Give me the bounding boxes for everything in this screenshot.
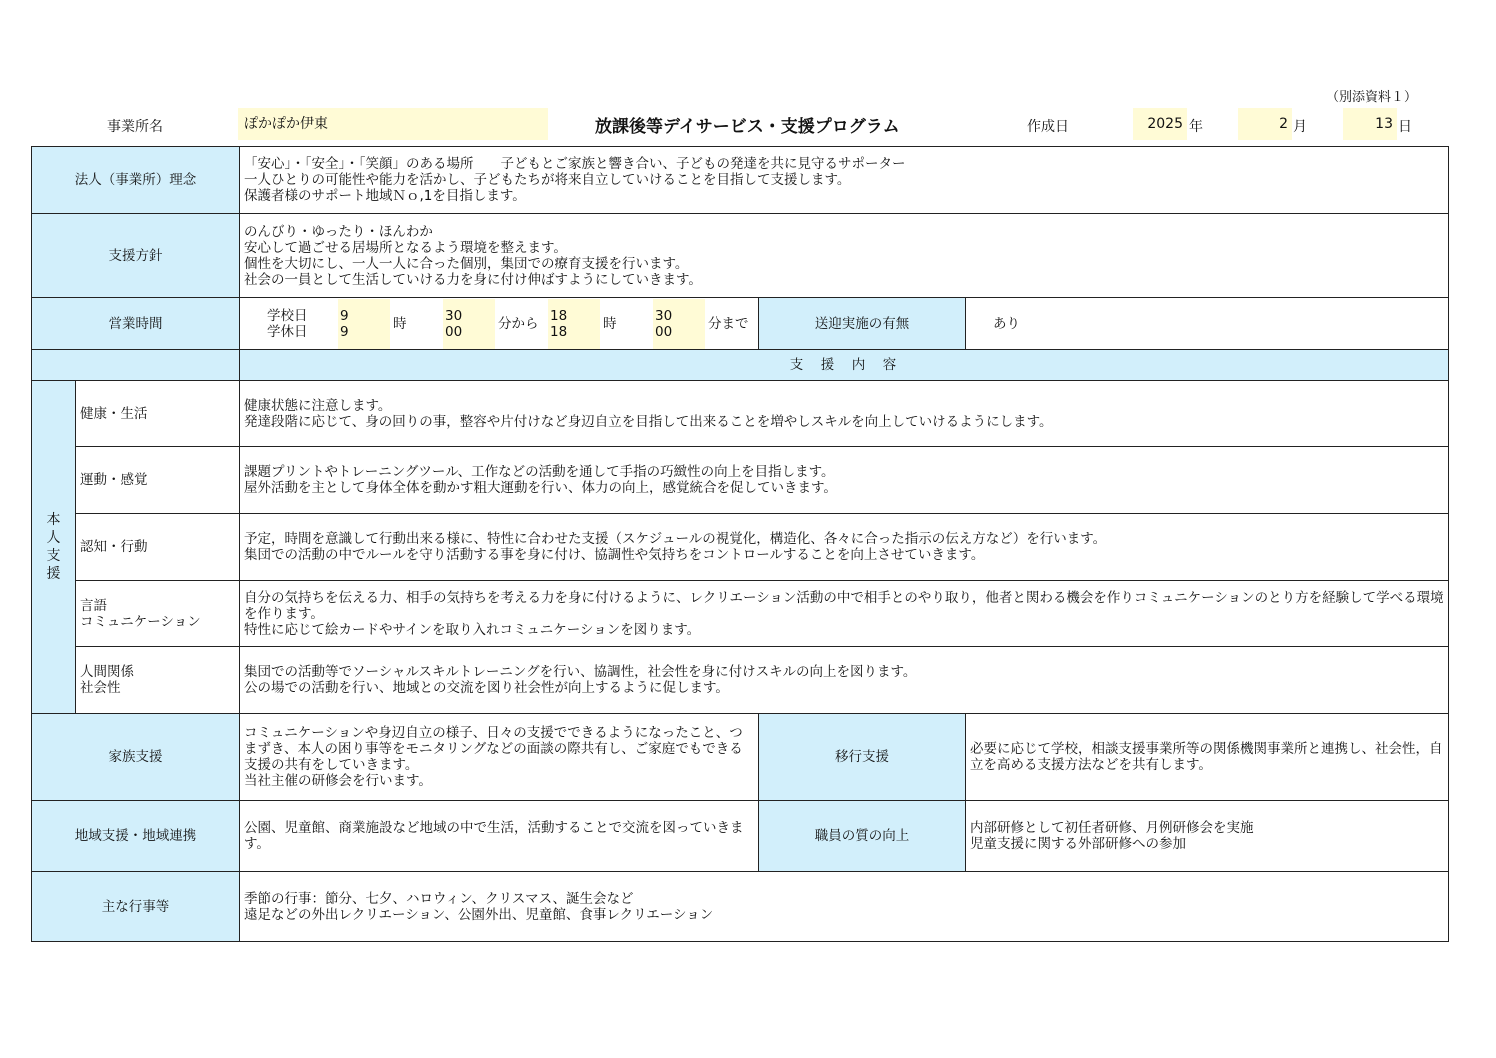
support-content-blank bbox=[32, 350, 240, 381]
hours-row bbox=[32, 298, 1449, 350]
area-language-communication: 言語 コミュニケーション bbox=[76, 581, 240, 647]
text-health-life: 健康状態に注意します。 発達段階に応じて、身の回りの事，整容や片付けなど身辺自立を目指して出来ることを増やしスキルを向上していけるようにします。 bbox=[240, 381, 1449, 447]
policy-label: 支援方針 bbox=[32, 214, 240, 298]
hours-cell bbox=[240, 298, 759, 350]
created-year: 2025 bbox=[1133, 108, 1187, 140]
support-content-header-row bbox=[32, 350, 1449, 381]
from-label: 分から bbox=[498, 315, 539, 332]
transport-label: 送迎実施の有無 bbox=[759, 298, 966, 350]
events-text: 季節の行事：節分、七夕、ハロウィン、クリスマス、誕生会など 遠足などの外出レクリエーション、公園外出、児童館、食事レクリエーション bbox=[240, 872, 1449, 942]
start-min-school: 30 bbox=[445, 307, 463, 324]
facility-name: ぽかぽか伊東 bbox=[238, 108, 548, 140]
philosophy-text: 「安心」・「安全」・「笑顔」のある場所 子どもとご家族と響き合い、子どもの発達を共に見守るサポーター 一人ひとりの可能性や能力を活かし、子どもたちが将来自立していけることを目指して支援します。 保護者様のサポート地域Ｎｏ,1を目指します。 bbox=[240, 147, 1449, 214]
text-social-relations: 集団での活動等でソーシャルスキルトレーニングを行い、協調性，社会性を身に付けスキルの向上を図ります。 公の場での活動を行い、地域との交流を図り社会性が向上するように促します。 bbox=[240, 647, 1449, 714]
philosophy-row bbox=[32, 147, 1449, 214]
policy-text: のんびり・ゆったり・ほんわか 安心して過ごせる居場所となるよう環境を整えます。 個性を大切にし、一人一人に合った個別，集団での療育支援を行います。 社会の一員として生活していける力を身に付け伸ばすようにしていきます。 bbox=[240, 214, 1449, 298]
personal-support-row bbox=[32, 514, 1449, 581]
text-cognition-behavior: 予定，時間を意識して行動出来る様に、特性に合わせた支援（スケジュールの視覚化，構造化、各々に合った指示の伝え方など）を行います。 集団での活動の中でルールを守り活動する事を身に付け、協調性や気持ちをコントロールすることを向上させていきます。 bbox=[240, 514, 1449, 581]
personal-support-row bbox=[32, 647, 1449, 714]
staff-quality-label: 職員の質の向上 bbox=[759, 801, 966, 872]
day-unit: 日 bbox=[1398, 119, 1412, 135]
end-min-school: 30 bbox=[655, 307, 673, 324]
events-label: 主な行事等 bbox=[32, 872, 240, 942]
hour-unit-2: 時 bbox=[603, 315, 617, 332]
personal-support-row bbox=[32, 381, 1449, 447]
staff-quality-text: 内部研修として初任者研修、月例研修会を実施 児童支援に関する外部研修への参加 bbox=[966, 801, 1449, 872]
family-transition-row bbox=[32, 714, 1449, 801]
community-support-text: 公園、児童館、商業施設など地域の中で生活，活動することで交流を図っていきます。 bbox=[240, 801, 759, 872]
personal-support-label: 本人支援 bbox=[32, 381, 76, 714]
text-motor-sensory: 課題プリントやトレーニングツール、工作などの活動を通して手指の巧緻性の向上を目指します。 屋外活動を主として身体全体を動かす粗大運動を行い、体力の向上，感覚統合を促していきます。 bbox=[240, 447, 1449, 514]
support-program-table bbox=[31, 146, 1449, 942]
philosophy-label: 法人（事業所）理念 bbox=[32, 147, 240, 214]
facility-label: 事業所名 bbox=[107, 119, 163, 135]
area-motor-sensory: 運動・感覚 bbox=[76, 447, 240, 514]
area-health-life: 健康・生活 bbox=[76, 381, 240, 447]
end-min-holiday: 00 bbox=[655, 323, 673, 340]
personal-support-row bbox=[32, 447, 1449, 514]
until-label: 分まで bbox=[708, 315, 749, 332]
transport-value: あり bbox=[966, 298, 1449, 350]
end-hour-school: 18 bbox=[550, 307, 568, 324]
created-month: 2 bbox=[1238, 108, 1292, 140]
hour-unit-1: 時 bbox=[393, 315, 407, 332]
created-date-label: 作成日 bbox=[1027, 119, 1069, 135]
school-day-label: 学校日 bbox=[267, 307, 308, 324]
start-min-holiday: 00 bbox=[445, 323, 463, 340]
document-title: 放課後等デイサービス・支援プログラム bbox=[595, 117, 900, 137]
month-unit: 月 bbox=[1293, 119, 1307, 135]
personal-support-row bbox=[32, 581, 1449, 647]
end-hour-holiday: 18 bbox=[550, 323, 568, 340]
support-content-header: 支 援 内 容 bbox=[240, 350, 1449, 381]
community-staff-row bbox=[32, 801, 1449, 872]
created-day: 13 bbox=[1343, 108, 1397, 140]
area-social-relations: 人間関係 社会性 bbox=[76, 647, 240, 714]
transition-support-label: 移行支援 bbox=[759, 714, 966, 801]
area-cognition-behavior: 認知・行動 bbox=[76, 514, 240, 581]
transition-support-text: 必要に応じて学校，相談支援事業所等の関係機関事業所と連携し、社会性，自立を高める支援方法などを共有します。 bbox=[966, 714, 1449, 801]
year-unit: 年 bbox=[1189, 119, 1203, 135]
text-language-communication: 自分の気持ちを伝える力、相手の気持ちを考える力を身に付けるように、レクリエーション活動の中で相手とのやり取り，他者と関わる機会を作りコミュニケーションのとり方を経験して学べる環境を作ります。 特性に応じて絵カードやサインを取り入れコミュニケーションを図ります。 bbox=[240, 581, 1449, 647]
community-support-label: 地域支援・地域連携 bbox=[32, 801, 240, 872]
start-hour-school: 9 bbox=[340, 307, 349, 324]
start-hour-holiday: 9 bbox=[340, 323, 349, 340]
events-row bbox=[32, 872, 1449, 942]
family-support-text: コミュニケーションや身辺自立の様子、日々の支援でできるようになったこと、つまずき、本人の困り事等をモニタリングなどの面談の際共有し、ご家庭でもできる支援の共有をしていきます。 当社主催の研修会を行います。 bbox=[240, 714, 759, 801]
family-support-label: 家族支援 bbox=[32, 714, 240, 801]
holiday-label: 学休日 bbox=[267, 323, 308, 340]
attachment-note: （別添資料１） bbox=[1326, 90, 1418, 105]
hours-label: 営業時間 bbox=[32, 298, 240, 350]
policy-row bbox=[32, 214, 1449, 298]
